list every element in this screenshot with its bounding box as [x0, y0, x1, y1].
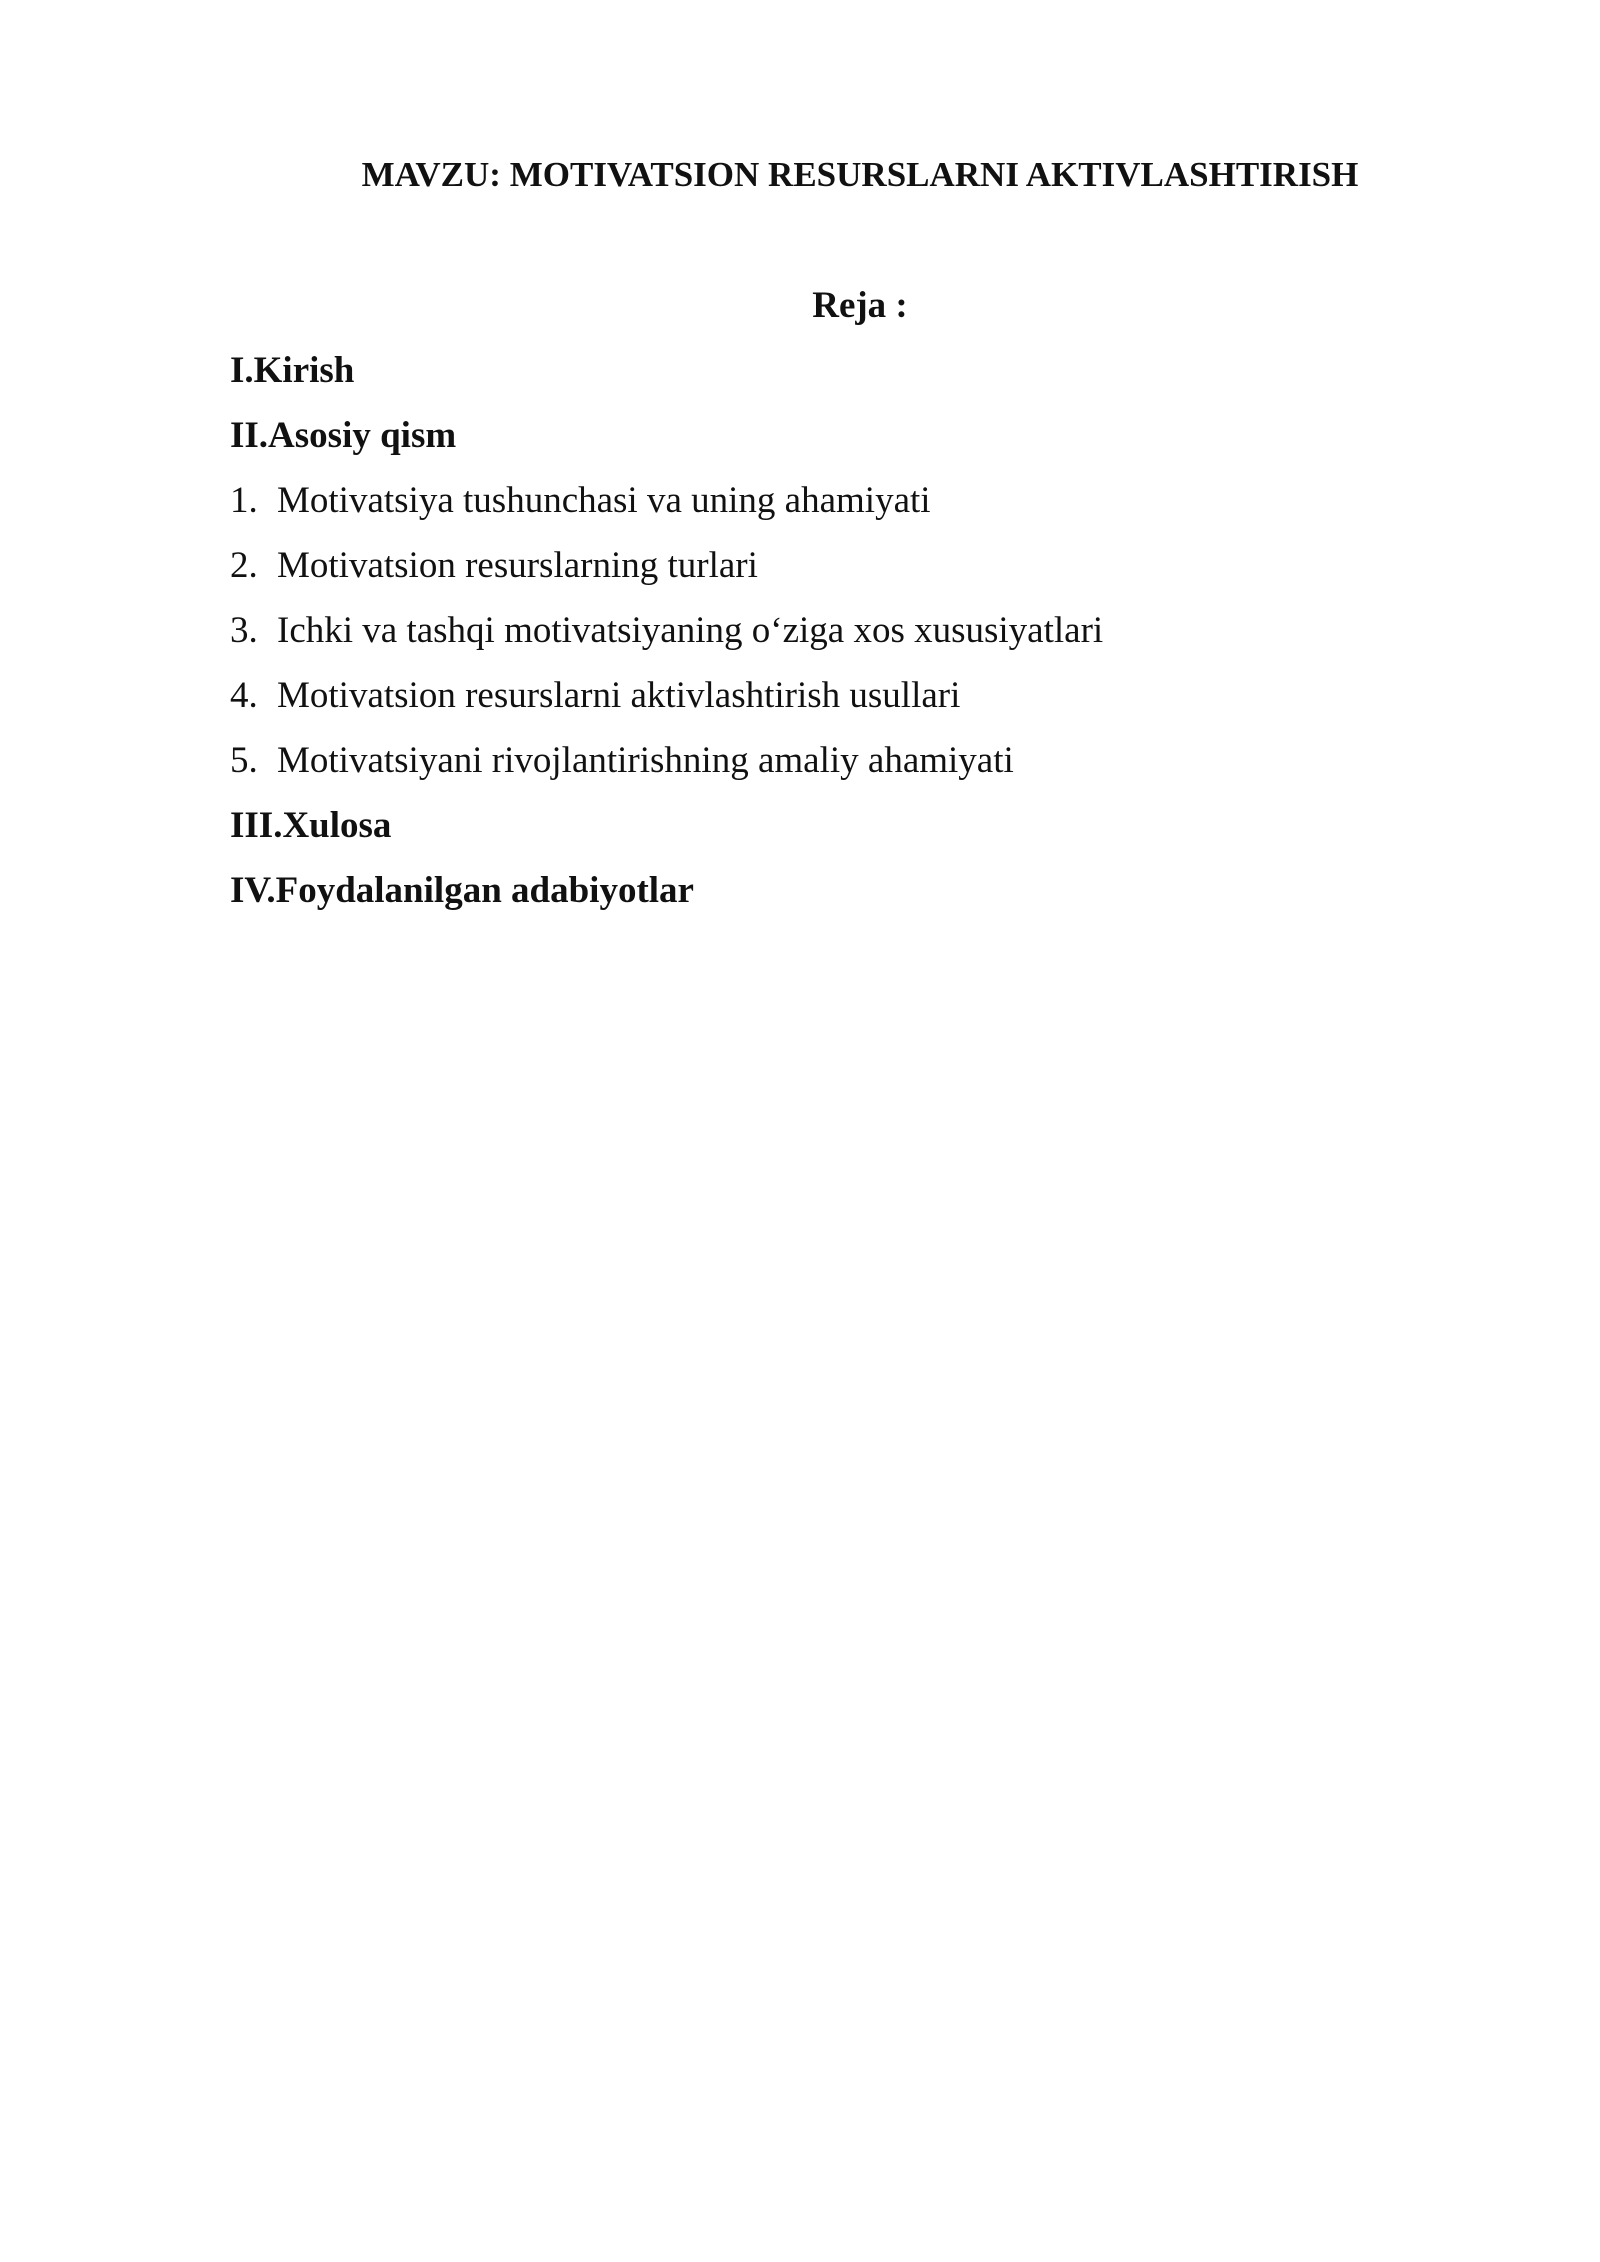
section-conclusion: III.Xulosa	[230, 805, 392, 846]
list-item	[230, 476, 1490, 541]
document-title: MAVZU: MOTIVATSION RESURSLARNI AKTIVLASHTIRISH	[361, 155, 1359, 194]
plan-heading: Reja :	[812, 285, 908, 326]
list-item-text: Motivatsion resurslarning turlari	[277, 545, 758, 586]
list-item	[230, 671, 1490, 736]
list-item-text: Motivatsiya tushunchasi va uning ahamiyati	[277, 480, 931, 521]
plan-list	[230, 346, 1490, 931]
list-item-text: Motivatsiyani rivojlantirishning amaliy ahamiyati	[277, 740, 1014, 781]
list-item	[230, 736, 1490, 801]
list-item-number: 4.	[230, 675, 258, 716]
section-main: II.Asosiy qism	[230, 415, 457, 456]
list-item-text: Motivatsion resurslarni aktivlashtirish usullari	[277, 675, 961, 716]
list-item-number: 3.	[230, 610, 258, 651]
list-item	[230, 541, 1490, 606]
list-item-number: 1.	[230, 480, 258, 521]
list-item-text: Ichki va tashqi motivatsiyaning o‘ziga xos xususiyatlari	[277, 610, 1104, 651]
list-item	[230, 606, 1490, 671]
list-item-number: 2.	[230, 545, 258, 586]
section-intro: I.Kirish	[230, 350, 355, 391]
list-item-number: 5.	[230, 740, 258, 781]
section-references: IV.Foydalanilgan adabiyotlar	[230, 870, 694, 911]
